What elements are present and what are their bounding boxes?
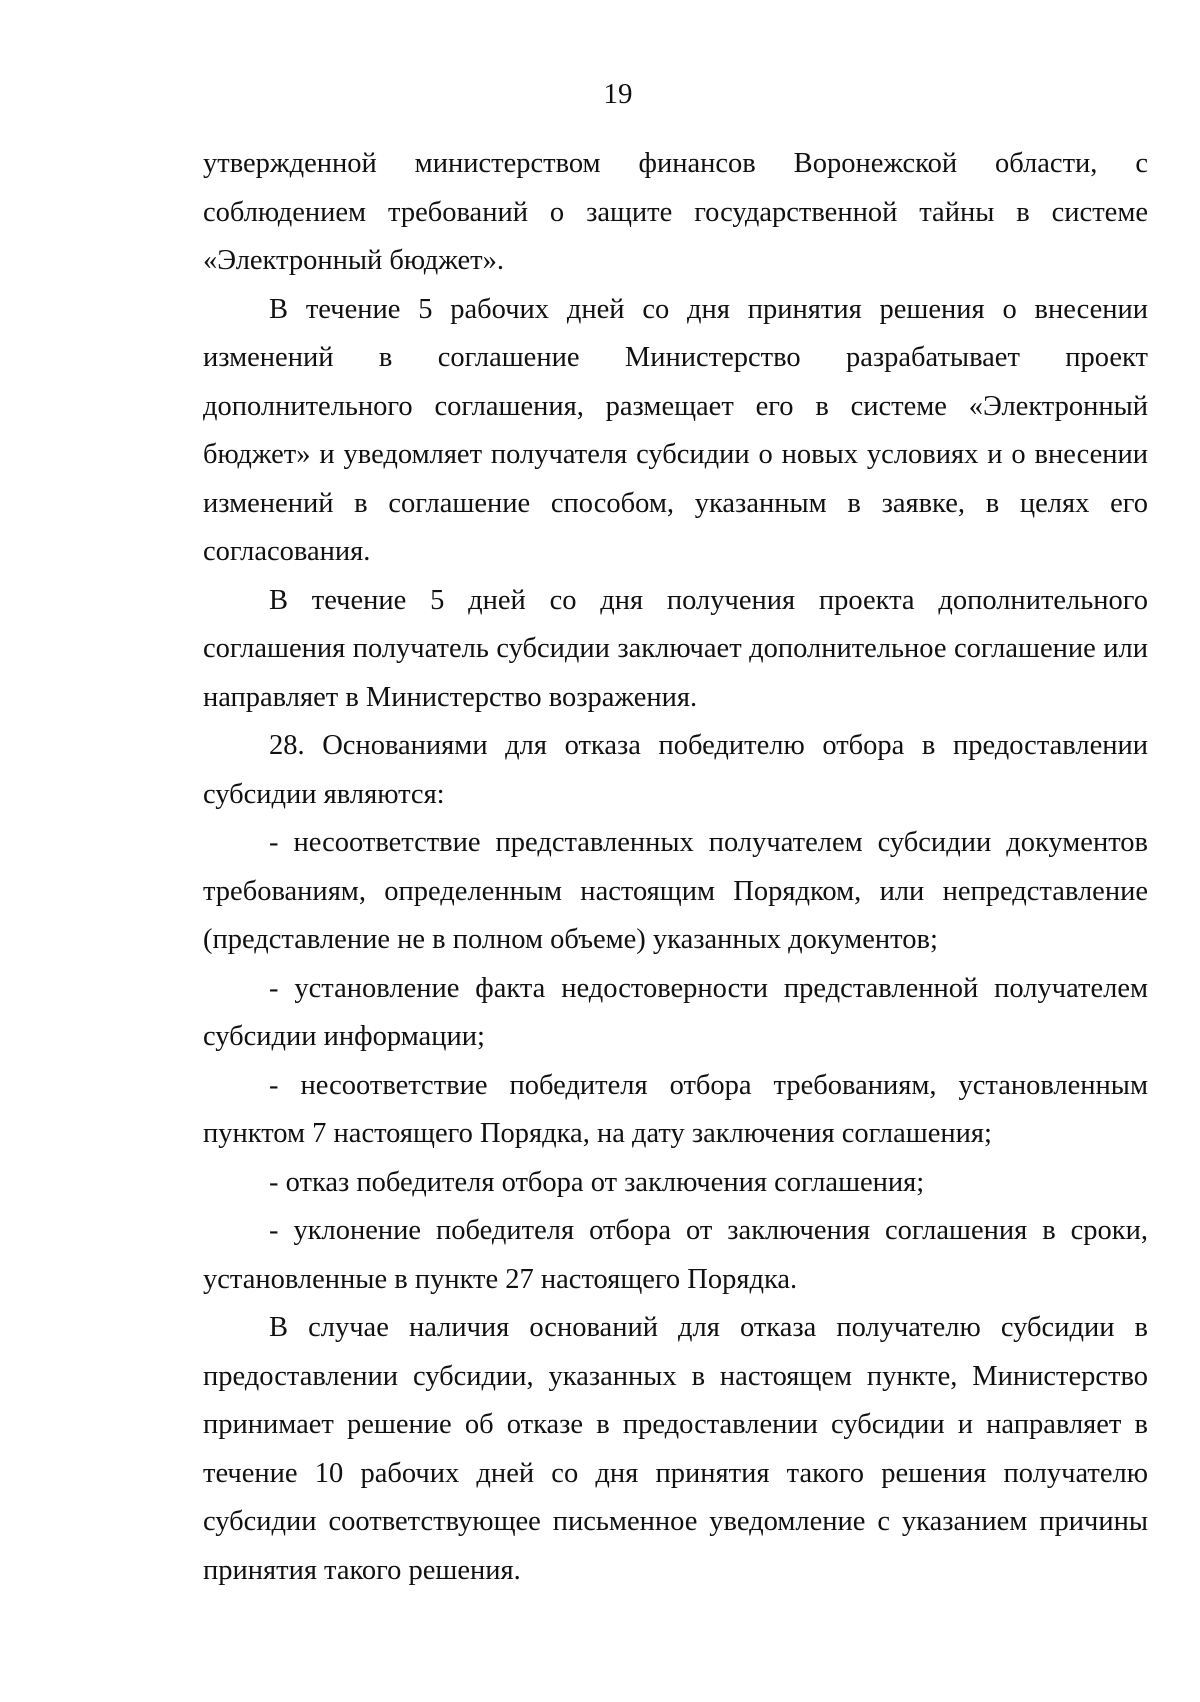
page-number: 19: [603, 78, 633, 110]
paragraph-recipient-response: В течение 5 дней со дня получения проекта дополнительного соглашения получатель субсидии заключает дополнительное соглашение или направляет в Министерство возражения.: [203, 584, 1148, 713]
paragraph-item-28: 28. Основаниями для отказа победителю отбора в предоставлении субсидии являются:: [203, 730, 1148, 810]
list-item-evasion: - уклонение победителя отбора от заключения соглашения в сроки, установленные в пункте 27 настоящего Порядка.: [203, 1215, 1148, 1295]
document-body: [203, 140, 1148, 1595]
list-item-requirements-mismatch: - несоответствие победителя отбора требованиям, установленным пунктом 7 настоящего Порядка, на дату заключения соглашения;: [203, 1069, 1148, 1149]
paragraph-continuation: утвержденной министерством финансов Воронежской области, с соблюдением требований о защите государственной тайны в системе «Электронный бюджет».: [203, 148, 1148, 276]
list-item-refusal: - отказ победителя отбора от заключения соглашения;: [269, 1166, 925, 1198]
paragraph-amendment-timeline: В течение 5 рабочих дней со дня принятия решения о внесении изменений в соглашение Министерство разрабатывает проект дополнительного соглашения, размещает его в системе «Электронный бюджет» и уведомляет получателя субсидии о новых условиях и о внесении изменений в соглашение способом, указанным в заявке, в целях его согласования.: [203, 293, 1148, 567]
list-item-document-mismatch: - несоответствие представленных получателем субсидии документов требованиям, определенным настоящим Порядком, или непредставление (представление не в полном объеме) указанных документов;: [203, 827, 1148, 955]
paragraph-refusal-decision: В случае наличия оснований для отказа получателю субсидии в предоставлении субсидии, указанных в настоящем пункте, Министерство принимает решение об отказе в предоставлении субсидии и направляет в течение 10 рабочих дней со дня принятия такого решения получателю субсидии соответствующее письменное уведомление с указанием причины принятия такого решения.: [203, 1312, 1148, 1586]
list-item-false-information: - установление факта недостоверности представленной получателем субсидии информации;: [203, 972, 1148, 1052]
